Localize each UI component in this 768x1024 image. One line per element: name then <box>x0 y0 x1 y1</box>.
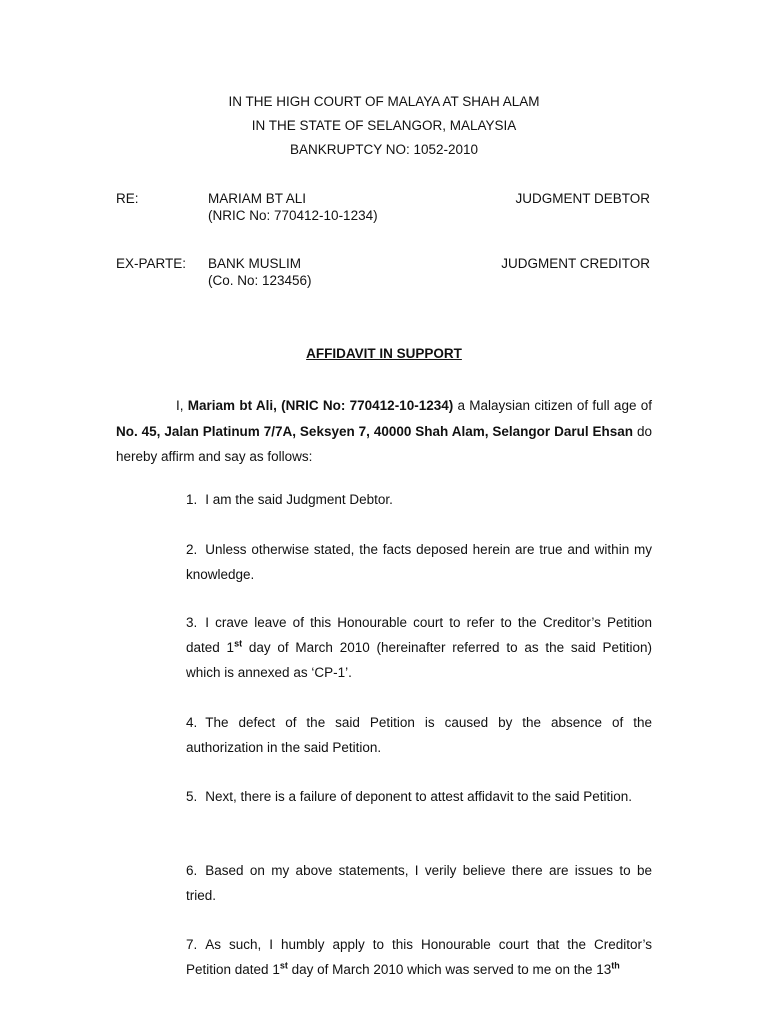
paragraph-text: Based on my above statements, I verily believe there are issues to be tried. <box>186 863 652 903</box>
paragraph-text-b: day of March 2010 (hereinafter referred to as the said Petition) which is annexed as ‘CP-1’. <box>186 640 652 680</box>
paragraph-1 <box>186 487 652 512</box>
bankruptcy-number-line: BANKRUPTCY NO: 1052-2010 <box>289 142 479 157</box>
paragraph-2 <box>186 537 652 587</box>
court-header <box>0 92 768 164</box>
re-label: RE: <box>116 191 139 206</box>
deponent-address: No. 45, Jalan Platinum 7/7A, Seksyen 7, 40000 Shah Alam, Selangor Darul Ehsan <box>116 423 634 439</box>
paragraph-text: Next, there is a failure of deponent to attest affidavit to the said Petition. <box>205 789 633 804</box>
intro-text-2: a Malaysian citizen of full age of <box>453 398 652 413</box>
paragraph-number: 7. <box>186 937 198 952</box>
paragraph-text: I am the said Judgment Debtor. <box>205 492 393 507</box>
paragraph-number: 4. <box>186 715 198 730</box>
paragraph-text-a: As such, I humbly apply to this Honourable court that the Creditor’s Petition dated 1 <box>186 937 652 977</box>
paragraph-3 <box>186 610 652 685</box>
deponent-name: Mariam bt Ali, (NRIC No: 770412-10-1234) <box>187 398 454 413</box>
paragraph-4 <box>186 710 652 760</box>
intro-paragraph <box>116 393 652 470</box>
debtor-role: JUDGMENT DEBTOR <box>515 191 650 206</box>
paragraph-text: The defect of the said Petition is caused by the absence of the authorization in the said Petition. <box>186 715 652 755</box>
exparte-label: EX-PARTE: <box>116 256 187 271</box>
creditor-name: BANK MUSLIM <box>208 256 302 271</box>
paragraph-number: 2. <box>186 542 198 557</box>
creditor-role: JUDGMENT CREDITOR <box>501 256 650 271</box>
debtor-nric: (NRIC No: 770412-10-1234) <box>208 208 378 223</box>
paragraph-6 <box>186 858 652 908</box>
paragraph-5 <box>186 784 652 809</box>
creditor-company-number: (Co. No: 123456) <box>208 273 312 288</box>
ordinal-suffix: th <box>611 960 620 971</box>
intro-text-1: I, <box>176 398 188 413</box>
paragraph-number: 1. <box>186 492 198 507</box>
intro-text-3: do hereby affirm and say as follows: <box>116 423 652 464</box>
court-name-line: IN THE HIGH COURT OF MALAYA AT SHAH ALAM <box>228 94 540 109</box>
state-line: IN THE STATE OF SELANGOR, MALAYSIA <box>251 118 517 133</box>
paragraph-7 <box>186 932 652 982</box>
paragraph-number: 3. <box>186 615 198 630</box>
paragraph-text: Unless otherwise stated, the facts deposed herein are true and within my knowledge. <box>186 542 652 582</box>
debtor-name: MARIAM BT ALI <box>208 191 307 206</box>
paragraph-text-a: I crave leave of this Honourable court to refer to the Creditor’s Petition dated 1 <box>186 615 652 655</box>
paragraph-text-b: day of March 2010 which was served to me on the 13 <box>287 962 612 977</box>
ordinal-suffix: st <box>279 960 288 971</box>
affidavit-title: AFFIDAVIT IN SUPPORT <box>306 346 462 361</box>
ordinal-suffix: st <box>234 638 243 649</box>
paragraph-number: 5. <box>186 789 198 804</box>
paragraph-number: 6. <box>186 863 198 878</box>
